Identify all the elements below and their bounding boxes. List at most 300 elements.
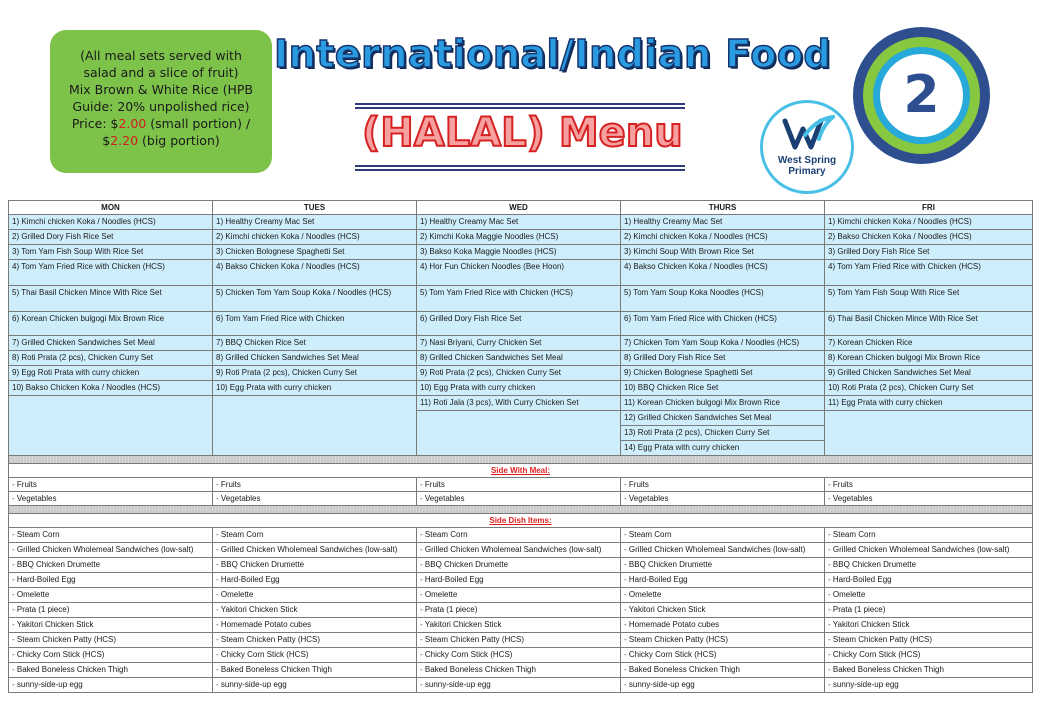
side-dish-cell — [825, 678, 1033, 693]
bullet-dash: - — [420, 530, 425, 539]
meal-row — [9, 366, 1033, 381]
side-dish-text: Homemade Potato cubes — [220, 620, 312, 629]
side-dish-cell — [213, 573, 417, 588]
bullet-dash: - — [828, 605, 833, 614]
side-dish-text: Chicky Corn Stick (HCS) — [832, 650, 921, 659]
meal-cell: 5) Tom Yam Fish Soup With Rice Set — [825, 286, 1033, 312]
bullet-dash: - — [624, 575, 629, 584]
meal-row — [9, 336, 1033, 351]
side-with-meal-cell — [213, 492, 417, 506]
side-with-meal-row — [9, 492, 1033, 506]
side-dish-text: BBQ Chicken Drumette — [16, 560, 101, 569]
side-dish-cell — [417, 588, 621, 603]
day-header: MON — [9, 201, 213, 215]
side-dish-row — [9, 573, 1033, 588]
side-dish-row — [9, 603, 1033, 618]
meal-cell: 1) Kimchi chicken Koka / Noodles (HCS) — [9, 215, 213, 230]
info-line-1: (All meal sets served with — [80, 48, 242, 63]
side-item-text: Vegetables — [832, 494, 873, 503]
side-dish-text: Hard-Boiled Egg — [220, 575, 280, 584]
meal-row — [9, 230, 1033, 245]
side-dish-text: BBQ Chicken Drumette — [628, 560, 713, 569]
side-dish-cell — [621, 678, 825, 693]
meal-cell: 1) Kimchi chicken Koka / Noodles (HCS) — [825, 215, 1033, 230]
side-dish-row — [9, 633, 1033, 648]
meal-cell: 12) Grilled Chicken Sandwiches Set Meal — [621, 411, 825, 426]
bullet-dash: - — [420, 575, 425, 584]
bullet-dash: - — [216, 635, 221, 644]
side-dish-cell — [621, 633, 825, 648]
side-item-text: Fruits — [832, 480, 853, 489]
day-header-row — [9, 201, 1033, 215]
side-item-text: Vegetables — [220, 494, 261, 503]
meal-cell: 7) Chicken Tom Yam Soup Koka / Noodles (HCS) — [621, 336, 825, 351]
price-big: 2.20 — [110, 133, 139, 148]
side-dish-cell — [9, 528, 213, 543]
bullet-dash: - — [12, 480, 17, 489]
info-line-4: Guide: 20% unpolished rice) — [72, 99, 250, 114]
bullet-dash: - — [420, 545, 425, 554]
side-dish-text: Grilled Chicken Wholemeal Sandwiches (low-salt) — [628, 545, 806, 554]
side-dish-text: Grilled Chicken Wholemeal Sandwiches (low-salt) — [16, 545, 194, 554]
halal-menu-subtitle: (HALAL) Menu — [362, 110, 683, 156]
side-dish-text: sunny-side-up egg — [16, 680, 83, 689]
side-dish-cell — [417, 678, 621, 693]
bullet-dash: - — [828, 635, 833, 644]
bullet-dash: - — [12, 530, 17, 539]
side-dish-text: Baked Boneless Chicken Thigh — [424, 665, 536, 674]
price-line-2 — [58, 132, 264, 149]
meal-cell: 6) Tom Yam Fried Rice with Chicken — [213, 312, 417, 336]
info-line-2: salad and a slice of fruit) — [83, 65, 239, 80]
side-dish-row — [9, 528, 1033, 543]
side-dish-cell — [825, 588, 1033, 603]
meal-cell: 10) Egg Prata with curry chicken — [417, 381, 621, 396]
school-logo — [760, 100, 854, 194]
side-dish-cell — [417, 633, 621, 648]
meal-cell: 7) Grilled Chicken Sandwiches Set Meal — [9, 336, 213, 351]
side-dish-row — [9, 648, 1033, 663]
side-dish-text: sunny-side-up egg — [220, 680, 287, 689]
meal-row — [9, 381, 1033, 396]
bullet-dash: - — [12, 650, 17, 659]
side-dish-text: Steam Chicken Patty (HCS) — [220, 635, 321, 644]
side-dish-text: Steam Corn — [16, 530, 60, 539]
meal-cell: 1) Healthy Creamy Mac Set — [213, 215, 417, 230]
side-dish-text: Yakitori Chicken Stick — [424, 620, 502, 629]
bullet-dash: - — [624, 665, 629, 674]
meal-cell: 8) Roti Prata (2 pcs), Chicken Curry Set — [9, 351, 213, 366]
side-with-meal-heading — [9, 464, 1033, 478]
bullet-dash: - — [420, 650, 425, 659]
side-dish-cell — [213, 678, 417, 693]
side-dish-text: Hard-Boiled Egg — [424, 575, 484, 584]
meal-cell: 10) Roti Prata (2 pcs), Chicken Curry Set — [825, 381, 1033, 396]
meal-cell: 1) Healthy Creamy Mac Set — [621, 215, 825, 230]
side-dish-cell — [621, 588, 825, 603]
west-spring-logo-icon — [781, 115, 835, 153]
price-small: 2.00 — [118, 116, 147, 131]
bullet-dash: - — [12, 680, 17, 689]
side-dish-text: Yakitori Chicken Stick — [832, 620, 910, 629]
side-with-meal-cell — [9, 492, 213, 506]
meal-cell: 2) Bakso Chicken Koka / Noodles (HCS) — [825, 230, 1033, 245]
meal-row — [9, 245, 1033, 260]
side-dish-text: sunny-side-up egg — [424, 680, 491, 689]
bullet-dash: - — [216, 575, 221, 584]
bullet-dash: - — [828, 575, 833, 584]
bullet-dash: - — [12, 620, 17, 629]
side-dish-text: Omelette — [424, 590, 458, 599]
bullet-dash: - — [624, 620, 629, 629]
meal-cell: 9) Grilled Chicken Sandwiches Set Meal — [825, 366, 1033, 381]
bullet-dash: - — [828, 530, 833, 539]
side-dish-cell — [9, 603, 213, 618]
side-dish-row — [9, 543, 1033, 558]
side-dish-text: Chicky Corn Stick (HCS) — [628, 650, 717, 659]
side-dish-cell — [621, 603, 825, 618]
side-dish-cell — [9, 633, 213, 648]
meal-cell: 9) Roti Prata (2 pcs), Chicken Curry Set — [213, 366, 417, 381]
side-dish-text: Homemade Potato cubes — [628, 620, 720, 629]
side-item-text: Fruits — [424, 480, 445, 489]
side-dish-text: Steam Corn — [628, 530, 672, 539]
side-dish-text: Baked Boneless Chicken Thigh — [220, 665, 332, 674]
side-dish-text: Omelette — [832, 590, 866, 599]
side-dish-text: sunny-side-up egg — [832, 680, 899, 689]
side-with-meal-cell — [417, 478, 621, 492]
side-dish-text: Omelette — [628, 590, 662, 599]
side-dish-text: BBQ Chicken Drumette — [832, 560, 917, 569]
bullet-dash: - — [828, 680, 833, 689]
bullet-dash: - — [420, 620, 425, 629]
side-dish-text: Grilled Chicken Wholemeal Sandwiches (low-salt) — [832, 545, 1010, 554]
meal-cell: 5) Chicken Tom Yam Soup Koka / Noodles (HCS) — [213, 286, 417, 312]
info-line-3: Mix Brown & White Rice (HPB — [69, 82, 253, 97]
meal-cell: 6) Grilled Dory Fish Rice Set — [417, 312, 621, 336]
bullet-dash: - — [828, 620, 833, 629]
side-dish-cell — [825, 558, 1033, 573]
bullet-dash: - — [828, 494, 833, 503]
side-dish-text: Steam Chicken Patty (HCS) — [628, 635, 729, 644]
side-dish-cell — [825, 663, 1033, 678]
day-header: TUES — [213, 201, 417, 215]
price-line-1 — [58, 115, 264, 132]
side-dish-text: Baked Boneless Chicken Thigh — [832, 665, 944, 674]
bullet-dash: - — [12, 605, 17, 614]
day-header: THURS — [621, 201, 825, 215]
side-dish-cell — [213, 663, 417, 678]
side-dish-cell — [417, 618, 621, 633]
meal-cell: 13) Roti Prata (2 pcs), Chicken Curry Set — [621, 426, 825, 441]
side-dish-cell — [825, 618, 1033, 633]
meal-cell: 3) Bakso Koka Maggie Noodles (HCS) — [417, 245, 621, 260]
side-dish-cell — [621, 663, 825, 678]
side-with-meal-cell — [825, 492, 1033, 506]
logo-line-2: Primary — [788, 166, 826, 177]
meal-row — [9, 312, 1033, 336]
side-dish-cell — [213, 588, 417, 603]
side-dish-cell — [213, 558, 417, 573]
side-dish-cell — [621, 618, 825, 633]
meal-cell: 3) Grilled Dory Fish Rice Set — [825, 245, 1033, 260]
side-dish-text: sunny-side-up egg — [628, 680, 695, 689]
side-dish-cell — [9, 663, 213, 678]
bullet-dash: - — [216, 680, 221, 689]
side-with-meal-cell — [213, 478, 417, 492]
meal-cell: 1) Healthy Creamy Mac Set — [417, 215, 621, 230]
bullet-dash: - — [624, 590, 629, 599]
meal-cell: 6) Thai Basil Chicken Mince With Rice Set — [825, 312, 1033, 336]
side-dish-cell — [417, 648, 621, 663]
bullet-dash: - — [12, 560, 17, 569]
meal-cell: 2) Kimchi chicken Koka / Noodles (HCS) — [621, 230, 825, 245]
meal-cell: 6) Korean Chicken bulgogi Mix Brown Rice — [9, 312, 213, 336]
side-dish-text: Steam Chicken Patty (HCS) — [424, 635, 525, 644]
meal-cell: 5) Tom Yam Fried Rice with Chicken (HCS) — [417, 286, 621, 312]
meal-cell: 9) Egg Roti Prata with curry chicken — [9, 366, 213, 381]
price-big-prefix: $ — [102, 133, 111, 148]
meal-cell: 3) Kimchi Soup With Brown Rice Set — [621, 245, 825, 260]
bullet-dash: - — [624, 494, 629, 503]
side-dish-text: Hard-Boiled Egg — [832, 575, 892, 584]
side-dish-cell — [213, 603, 417, 618]
meal-info-box — [50, 30, 272, 173]
side-dish-text: Yakitori Chicken Stick — [16, 620, 94, 629]
weekly-menu-table — [8, 200, 1033, 693]
side-dish-cell — [213, 648, 417, 663]
side-dish-cell — [621, 648, 825, 663]
meal-cell: 11) Korean Chicken bulgogi Mix Brown Rice — [621, 396, 825, 411]
side-dish-cell — [621, 543, 825, 558]
meal-cell: 11) Roti Jala (3 pcs), With Curry Chicken Set — [417, 396, 621, 411]
bullet-dash: - — [12, 545, 17, 554]
side-dish-cell — [9, 543, 213, 558]
side-dish-cell — [213, 618, 417, 633]
price-big-suffix: (big portion) — [138, 133, 220, 148]
side-dish-cell — [825, 528, 1033, 543]
side-dish-text: Steam Chicken Patty (HCS) — [832, 635, 933, 644]
side-with-meal-cell — [417, 492, 621, 506]
meal-cell: 5) Tom Yam Soup Koka Noodles (HCS) — [621, 286, 825, 312]
bullet-dash: - — [828, 590, 833, 599]
meal-cell: 4) Bakso Chicken Koka / Noodles (HCS) — [213, 260, 417, 286]
bullet-dash: - — [12, 575, 17, 584]
side-dish-text: Hard-Boiled Egg — [628, 575, 688, 584]
side-dish-cell — [417, 573, 621, 588]
side-dish-text: BBQ Chicken Drumette — [424, 560, 509, 569]
side-dish-cell — [213, 528, 417, 543]
side-dish-cell — [825, 573, 1033, 588]
meal-cell: 4) Tom Yam Fried Rice with Chicken (HCS) — [9, 260, 213, 286]
meal-cell: 2) Grilled Dory Fish Rice Set — [9, 230, 213, 245]
bullet-dash: - — [216, 494, 221, 503]
meal-cell: 10) BBQ Chicken Rice Set — [621, 381, 825, 396]
bullet-dash: - — [216, 665, 221, 674]
side-item-text: Fruits — [16, 480, 37, 489]
side-dish-text: Grilled Chicken Wholemeal Sandwiches (low-salt) — [424, 545, 602, 554]
side-dish-cell — [9, 678, 213, 693]
side-with-meal-cell — [9, 478, 213, 492]
side-item-text: Vegetables — [16, 494, 57, 503]
bullet-dash: - — [216, 650, 221, 659]
meal-cell-empty — [825, 411, 1033, 456]
meal-cell: 3) Tom Yam Fish Soup With Rice Set — [9, 245, 213, 260]
side-dish-text: Chicky Corn Stick (HCS) — [16, 650, 105, 659]
bullet-dash: - — [216, 560, 221, 569]
bullet-dash: - — [420, 590, 425, 599]
side-dish-row — [9, 678, 1033, 693]
meal-cell: 5) Thai Basil Chicken Mince With Rice Set — [9, 286, 213, 312]
bullet-dash: - — [420, 605, 425, 614]
side-dish-text: Prata (1 piece) — [832, 605, 886, 614]
side-with-meal-cell — [621, 478, 825, 492]
bullet-dash: - — [216, 530, 221, 539]
bullet-dash: - — [828, 665, 833, 674]
meal-cell: 2) Kimchi chicken Koka / Noodles (HCS) — [213, 230, 417, 245]
meal-sets-body — [9, 215, 1033, 456]
bullet-dash: - — [624, 545, 629, 554]
side-dish-cell — [9, 618, 213, 633]
meal-row — [9, 286, 1033, 312]
week-number: 2 — [903, 65, 940, 125]
bullet-dash: - — [12, 590, 17, 599]
meal-row — [9, 260, 1033, 286]
meal-cell: 10) Egg Prata with curry chicken — [213, 381, 417, 396]
side-dish-text: Yakitori Chicken Stick — [628, 605, 706, 614]
meal-cell: 10) Bakso Chicken Koka / Noodles (HCS) — [9, 381, 213, 396]
side-dish-text: Yakitori Chicken Stick — [220, 605, 298, 614]
price-label: Price: $ — [71, 116, 119, 131]
bullet-dash: - — [216, 545, 221, 554]
meal-cell: 4) Tom Yam Fried Rice with Chicken (HCS) — [825, 260, 1033, 286]
side-dish-text: Hard-Boiled Egg — [16, 575, 76, 584]
side-dish-row — [9, 663, 1033, 678]
bullet-dash: - — [624, 530, 629, 539]
side-with-meal-row — [9, 478, 1033, 492]
bullet-dash: - — [624, 605, 629, 614]
meal-row — [9, 396, 1033, 411]
bullet-dash: - — [624, 560, 629, 569]
side-dish-text: Baked Boneless Chicken Thigh — [16, 665, 128, 674]
side-dish-row — [9, 558, 1033, 573]
side-with-meal-heading-label: Side With Meal: — [9, 464, 1033, 478]
meal-cell: 7) Nasi Briyani, Curry Chicken Set — [417, 336, 621, 351]
bullet-dash: - — [828, 480, 833, 489]
side-dish-cell — [417, 558, 621, 573]
bullet-dash: - — [216, 605, 221, 614]
side-dish-cell — [9, 573, 213, 588]
bullet-dash: - — [216, 620, 221, 629]
meal-cell: 11) Egg Prata with curry chicken — [825, 396, 1033, 411]
bullet-dash: - — [828, 560, 833, 569]
bullet-dash: - — [420, 635, 425, 644]
side-dish-text: Steam Corn — [424, 530, 468, 539]
meal-cell: 9) Chicken Bolognese Spaghetti Set — [621, 366, 825, 381]
meal-cell: 9) Roti Prata (2 pcs), Chicken Curry Set — [417, 366, 621, 381]
bullet-dash: - — [216, 590, 221, 599]
side-dish-text: Omelette — [16, 590, 50, 599]
meal-cell: 8) Korean Chicken bulgogi Mix Brown Rice — [825, 351, 1033, 366]
bullet-dash: - — [624, 480, 629, 489]
meal-cell: 14) Egg Prata with curry chicken — [621, 441, 825, 456]
side-with-meal-cell — [621, 492, 825, 506]
meal-cell: 2) Kimchi Koka Maggie Noodles (HCS) — [417, 230, 621, 245]
side-dish-heading-label: Side Dish Items: — [9, 514, 1033, 528]
side-dish-cell — [9, 588, 213, 603]
logo-line-1: West Spring — [777, 155, 837, 166]
meal-cell: 4) Hor Fun Chicken Noodles (Bee Hoon) — [417, 260, 621, 286]
bullet-dash: - — [624, 635, 629, 644]
side-dish-cell — [825, 603, 1033, 618]
day-header: FRI — [825, 201, 1033, 215]
meal-cell-empty — [417, 411, 621, 456]
side-dish-text: Omelette — [220, 590, 254, 599]
menu-title: International/Indian Food — [274, 32, 832, 76]
meal-cell-empty — [9, 396, 213, 456]
side-dish-cell — [417, 663, 621, 678]
meal-row — [9, 215, 1033, 230]
side-dish-cell — [825, 633, 1033, 648]
bullet-dash: - — [420, 665, 425, 674]
side-dish-text: Baked Boneless Chicken Thigh — [628, 665, 740, 674]
meal-cell: 7) BBQ Chicken Rice Set — [213, 336, 417, 351]
bullet-dash: - — [624, 680, 629, 689]
side-item-text: Vegetables — [628, 494, 669, 503]
side-dish-cell — [213, 633, 417, 648]
side-dish-cell — [417, 528, 621, 543]
day-header: WED — [417, 201, 621, 215]
side-dish-cell — [621, 528, 825, 543]
side-dish-text: Chicky Corn Stick (HCS) — [220, 650, 309, 659]
side-items-body — [9, 456, 1033, 693]
bullet-dash: - — [624, 650, 629, 659]
side-dish-cell — [9, 648, 213, 663]
bullet-dash: - — [12, 635, 17, 644]
side-item-text: Fruits — [628, 480, 649, 489]
bullet-dash: - — [420, 680, 425, 689]
side-dish-heading — [9, 514, 1033, 528]
side-dish-text: Chicky Corn Stick (HCS) — [424, 650, 513, 659]
side-dish-text: Steam Chicken Patty (HCS) — [16, 635, 117, 644]
meal-cell: 8) Grilled Chicken Sandwiches Set Meal — [213, 351, 417, 366]
side-dish-cell — [825, 648, 1033, 663]
side-with-meal-cell — [825, 478, 1033, 492]
side-dish-cell — [417, 603, 621, 618]
bullet-dash: - — [12, 494, 17, 503]
side-item-text: Vegetables — [424, 494, 465, 503]
side-dish-text: Steam Corn — [220, 530, 264, 539]
bullet-dash: - — [420, 494, 425, 503]
side-dish-cell — [825, 543, 1033, 558]
bullet-dash: - — [828, 545, 833, 554]
price-small-suffix: (small portion) / — [146, 116, 251, 131]
bullet-dash: - — [12, 665, 17, 674]
bullet-dash: - — [420, 480, 425, 489]
meal-cell-empty — [213, 396, 417, 456]
side-dish-text: Prata (1 piece) — [424, 605, 478, 614]
meal-cell: 7) Korean Chicken Rice — [825, 336, 1033, 351]
side-dish-cell — [9, 558, 213, 573]
bullet-dash: - — [828, 650, 833, 659]
bullet-dash: - — [216, 480, 221, 489]
side-dish-cell — [417, 543, 621, 558]
bullet-dash: - — [420, 560, 425, 569]
side-dish-cell — [621, 573, 825, 588]
side-dish-cell — [621, 558, 825, 573]
meal-row — [9, 351, 1033, 366]
separator-side-dish — [9, 506, 1033, 514]
